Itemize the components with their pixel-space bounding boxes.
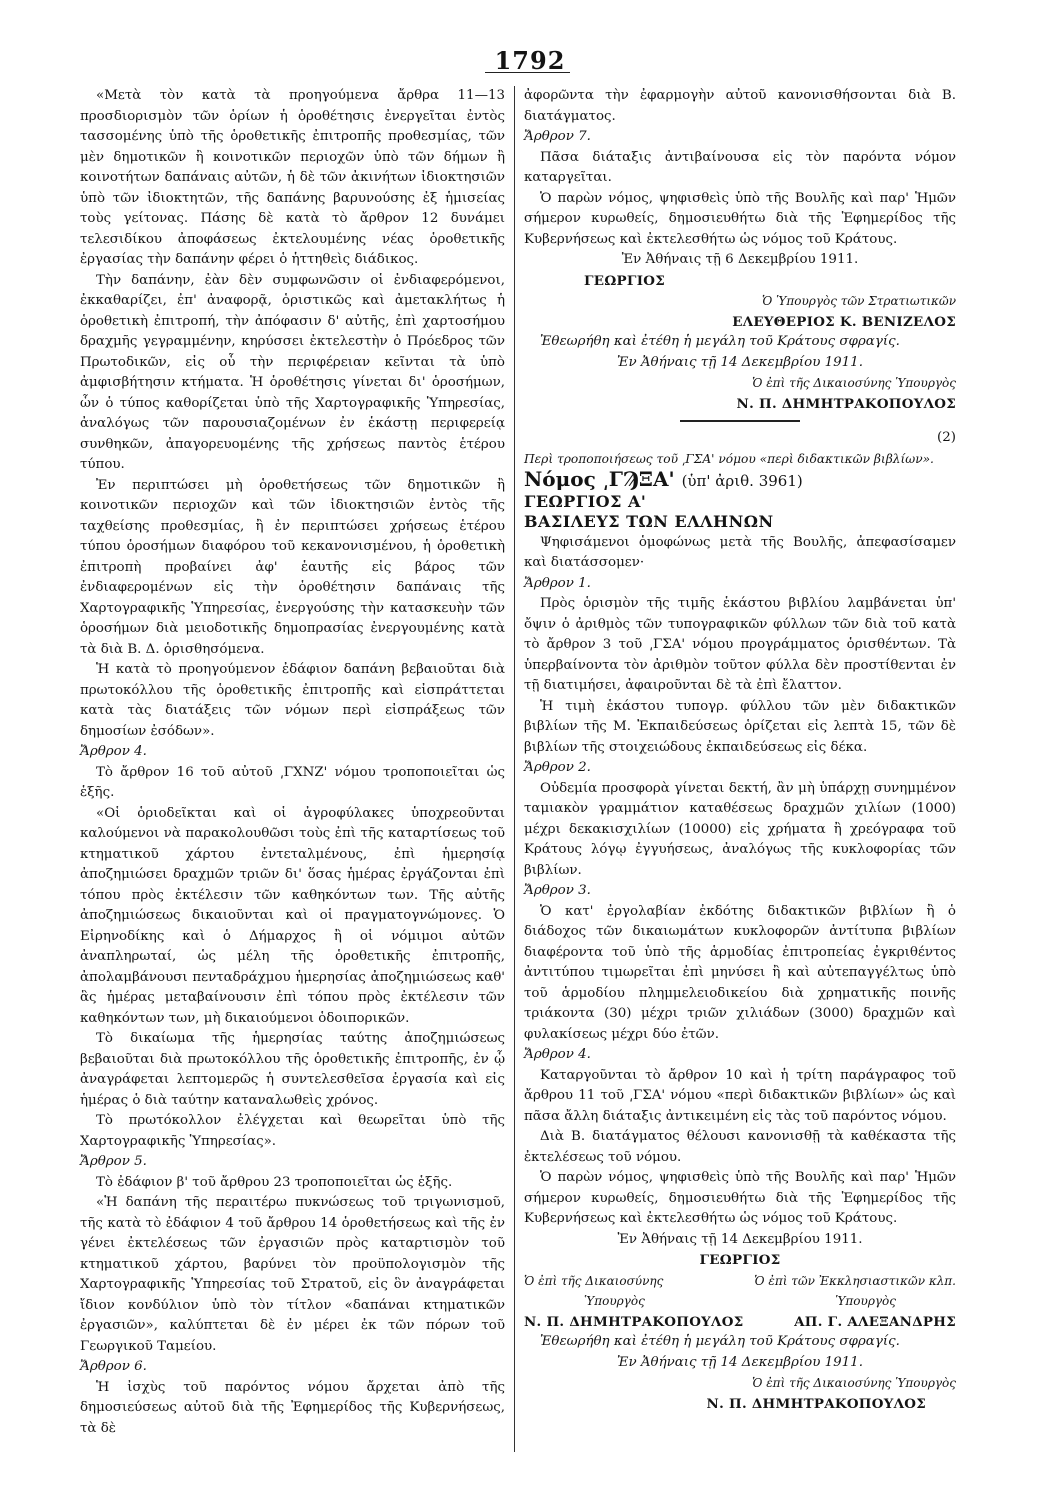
paragraph: Ὁ παρὼν νόμος, ψηφισθεὶς ὑπὸ τῆς Βουλῆς καὶ παρ' Ἡμῶν σήμερον κυρωθείς, δημοσιευθήτω διὰ τῆς Ἐφημερίδος τῆς Κυβερνήσεως καὶ ἐκτελεσθήτω ὡς νόμος τοῦ Κράτους. bbox=[524, 1170, 956, 1226]
paragraph: Πρὸς ὁρισμὸν τῆς τιμῆς ἑκάστου βιβλίου λαμβάνεται ὑπ' ὄψιν ὁ ἀριθμὸς τῶν τυπογραφικῶν φύλλων τῶν διὰ τοῦ κατὰ τὸ ἄρθρον 3 τοῦ ͵ΓΣΑ' νόμου προγράμματος ὁρισθέντων. Τὰ ὑπερβαίνοντα τὸν ἀριθμὸν τοῦτον φύλλα δὲν προστίθενται ἐν τῇ διατιμήσει, ἀφαιροῦνται δὲ τὰ ἐπὶ ἔλαττον. bbox=[524, 596, 956, 693]
preamble: Ψηφισάμενοι ὁμοφώνως μετὰ τῆς Βουλῆς, ἀπεφασίσαμεν καὶ διατάσσομεν· bbox=[524, 534, 956, 570]
minister-name: ΕΛΕΥΘΕΡΙΟΣ Κ. ΒΕΝΙΖΕΛΟΣ bbox=[732, 313, 956, 330]
minister-name: Ν. Π. ΔΗΜΗΤΡΑΚΟΠΟΥΛΟΣ bbox=[706, 1395, 926, 1412]
minister-role: Ὁ ἐπὶ τῆς Δικαιοσύνης Ὑπουργὸς bbox=[752, 376, 956, 390]
date-line: Ἐν Ἀθήναις τῇ 14 Δεκεμβρίου 1911. bbox=[617, 1231, 863, 1247]
date-line: Ἐν Ἀθήναις τῇ 14 Δεκεμβρίου 1911. bbox=[617, 1354, 863, 1370]
date-line: Ἐν Ἀθήναις τῇ 14 Δεκεμβρίου 1911. bbox=[617, 354, 863, 370]
article-heading: Ἄρθρον 2. bbox=[524, 760, 591, 775]
law-number: (ὑπ' ἀριθ. 3961) bbox=[681, 472, 803, 490]
paragraph: Τὴν δαπάνην, ἐὰν δὲν συμφωνῶσιν οἱ ἐνδιαφερόμενοι, ἐκκαθαρίζει, ἐπ' ἀναφορᾷ, ὁριστικῶς καὶ ἀμετακλήτως ἡ ὁροθετικὴ ἐπιτροπή, τὴν ἀπόφασιν δ' αὐτῆς, ἐπὶ χαρτοσήμου δραχμῆς γεγραμμένην, κηρύσσει ἐκτελεστὴν ὁ Πρόεδρος τῶν Πρωτοδικῶν, εἰς οὗ τὴν περιφέρειαν κεῖνται τὰ ὑπὸ ἀμφισβήτησιν κτήματα. Ἡ ὁροθέτησις γίνεται δι' ὁροσήμων, ὧν ὁ τύπος καθορίζεται ὑπὸ τῆς Χαρτογραφικῆς Ὑπηρεσίας, ἀναλόγως τῶν παρουσιαζομένων ἐν ἑκάστῃ περιφερείᾳ συνθηκῶν, ἀπαγορευομένης τῆς χρήσεως παντὸς ἑτέρου τύπου. bbox=[80, 272, 505, 472]
paragraph: Ὁ κατ' ἐργολαβίαν ἐκδότης διδακτικῶν βιβλίων ἢ ὁ διάδοχος τῶν δικαιωμάτων κυκλοφορῶν ἀντίτυπα βιβλίων διαφέροντα τοῦ ὑπὸ τῆς ἁρμοδίας ἐπιτροπείας ἐγκριθέντος ἀντιτύπου τιμωρεῖται ἐπὶ μηνύσει ἢ καὶ αὐτεπαγγέλτως ὑπὸ τοῦ ἁρμοδίου πλημμελειοδικείου διὰ χρηματικῆς ποινῆς τριάκοντα (30) μέχρι τριῶν χιλιάδων (3000) δραχμῶν καὶ φυλακίσεως μέχρι δύο ἐτῶν. bbox=[524, 903, 956, 1042]
minister-role: Ὑπουργὸς bbox=[584, 1294, 645, 1308]
seal-note: Ἐθεωρήθη καὶ ἐτέθη ἡ μεγάλη τοῦ Κράτους σφραγίς. bbox=[540, 334, 900, 349]
law-subject: Περὶ τροποποιήσεως τοῦ ͵ΓΣΑ' νόμου «περὶ διδακτικῶν βιβλίων». bbox=[524, 451, 934, 466]
paragraph: Διὰ Β. διατάγματος θέλουσι κανονισθῇ τὰ καθέκαστα τῆς ἐκτελέσεως τοῦ νόμου. bbox=[524, 1129, 956, 1165]
article-heading: Ἄρθρον 7. bbox=[524, 129, 591, 144]
paragraph: Ἡ τιμὴ ἑκάστου τυπογρ. φύλλου τῶν μὲν διδακτικῶν βιβλίων τῆς Μ. Ἐκπαιδεύσεως ὁρίζεται εἰς λεπτὰ 15, τῶν δὲ βιβλίων τῆς στοιχειώδους ἐκπαιδεύσεως εἰς δέκα. bbox=[524, 698, 956, 755]
minister-role: Ὁ ἐπὶ τῆς Δικαιοσύνης bbox=[524, 1273, 664, 1288]
minister-names-row bbox=[524, 1312, 956, 1333]
article-heading: Ἄρθρον 4. bbox=[80, 744, 147, 759]
minister-name: Ν. Π. ΔΗΜΗΤΡΑΚΟΠΟΥΛΟΣ bbox=[736, 395, 956, 412]
minister-roles-row bbox=[524, 1291, 956, 1312]
paragraph: Οὐδεμία προσφορὰ γίνεται δεκτή, ἂν μὴ ὑπάρχῃ συνημμένον ταμιακὸν γραμμάτιον καταθέσεως δραχμῶν χιλίων (1000) μέχρι δεκακισχιλίων (10000) εἰς χρήματα ἢ χρεόγραφα τοῦ Κράτους λόγῳ ἐγγυήσεως, ἀναλόγως τῆς κυκλοφορίας τῶν βιβλίων. bbox=[524, 780, 956, 878]
minister-name: Ν. Π. ΔΗΜΗΤΡΑΚΟΠΟΥΛΟΣ bbox=[524, 1313, 744, 1330]
law-title bbox=[524, 469, 956, 492]
page-number-underline bbox=[485, 72, 570, 73]
paragraph: Τὸ πρωτόκολλον ἐλέγχεται καὶ θεωρεῖται ὑπὸ τῆς Χαρτογραφικῆς Ὑπηρεσίας». bbox=[80, 1113, 505, 1149]
paragraph: «Οἱ ὁριοδεῖκται καὶ οἱ ἀγροφύλακες ὑποχρεοῦνται καλούμενοι νὰ παρακολουθῶσι τοὺς ἐπὶ τῆς καταρτίσεως τοῦ κτηματικοῦ χάρτου ἐντεταλμένους, ἐπὶ ἡμερησίᾳ ἀποζημιώσει δραχμῶν τριῶν δι' ὅσας ἡμέρας ἐργάζονται ἐπὶ τόπου πρὸς ἐκτέλεσιν τῶν καθηκόντων των. Τῆς αὐτῆς ἀποζημιώσεως δικαιοῦνται καὶ οἱ πραγματογνώμονες. Ὁ Εἰρηνοδίκης καὶ ὁ Δήμαρχος ἢ οἱ νόμιμοι αὐτῶν ἀναπληρωταί, ὡς μέλη τῆς ὁροθετικῆς ἐπιτροπῆς, ἀπολαμβάνουσι πενταδράχμου ἡμερησίας ἀποζημιώσεως καθ' ἃς ἡμέρας μεταβαίνουσιν ἐπὶ τόπου πρὸς ἐκτέλεσιν τῶν καθηκόντων των, μὴ δικαιούμενοι ὁδοιπορικῶν. bbox=[80, 805, 505, 1026]
paragraph: Ἡ κατὰ τὸ προηγούμενον ἐδάφιον δαπάνη βεβαιοῦται διὰ πρωτοκόλλου τῆς ὁροθετικῆς ἐπιτροπῆς καὶ εἰσπράττεται κατὰ τὰς διατάξεις τῶν νόμων περὶ εἰσπράξεως τῶν δημοσίων ἐσόδων». bbox=[80, 662, 505, 739]
column-divider bbox=[514, 86, 515, 1452]
left-column bbox=[80, 86, 505, 1439]
page-number: 1792 bbox=[494, 46, 566, 75]
section-rule bbox=[680, 420, 800, 422]
paragraph: «Μετὰ τὸν κατὰ τὰ προηγούμενα ἄρθρα 11—13 προσδιορισμὸν τῶν ὁρίων ἡ ὁροθέτησις ἐνεργεῖται ἐντὸς τασσομένης ὑπὸ τῆς ὁροθετικῆς ἐπιτροπῆς προθεσμίας, τῶν μὲν δημοτικῶν ἢ κοινοτικῶν περιοχῶν ὑπὸ τῶν δήμων ἢ κοινοτήτων δαπάναις αὐτῶν, ἡ δὲ τῶν ἀκινήτων ἰδιοκτησιῶν ὑπὸ τῶν ἰδιοκτητῶν, τῆς δαπάνης βαρυνούσης ἐξ ἡμισείας τοὺς γείτονας. Πάσης δὲ κατὰ τὸ ἄρθρον 12 δυνάμει τελεσιδίκου ἀποφάσεως ἐκτελουμένης νέας ὁροθετικῆς ἐργασίας τὴν δαπάνην φέρει ὁ ἡττηθεὶς διάδικος. bbox=[80, 88, 505, 267]
article-heading: Ἄρθρον 3. bbox=[524, 883, 591, 898]
king-heading: ΓΕΩΡΓΙΟΣ Α' bbox=[524, 491, 647, 511]
minister-role: Ὁ Ὑπουργὸς τῶν Στρατιωτικῶν bbox=[762, 294, 956, 308]
paragraph: Πᾶσα διάταξις ἀντιβαίνουσα εἰς τὸν παρόντα νόμον καταργεῖται. bbox=[524, 149, 956, 185]
law-sequence-number: (2) bbox=[937, 430, 956, 445]
minister-role: Ὑπουργὸς bbox=[835, 1294, 896, 1308]
minister-role: Ὁ ἐπὶ τῶν Ἐκκλησιαστικῶν κλπ. bbox=[754, 1273, 956, 1288]
seal-note: Ἐθεωρήθη καὶ ἐτέθη ἡ μεγάλη τοῦ Κράτους σφραγίς. bbox=[540, 1334, 900, 1349]
minister-role: Ὁ ἐπὶ τῆς Δικαιοσύνης Ὑπουργὸς bbox=[752, 1376, 956, 1390]
article-heading: Ἄρθρον 1. bbox=[524, 575, 591, 591]
article-heading: Ἄρθρον 5. bbox=[80, 1154, 147, 1169]
paragraph: Ἐν περιπτώσει μὴ ὁροθετήσεως τῶν δημοτικῶν ἢ κοινοτικῶν περιοχῶν καὶ τῶν ἰδιοκτησιῶν ἐντὸς τῆς ταχθείσης προθεσμίας, ἢ ἐν περιπτώσει χρήσεως ἑτέρου τύπου ὁροσήμων διαφόρου τοῦ κεκανονισμένου, ἡ ὁροθετικὴ ἐπιτροπὴ προβαίνει ἀφ' ἑαυτῆς εἰς βάρος τῶν ἐνδιαφερομένων εἰς τὴν ὁροθέτησιν δαπάναις τῆς Χαρτογραφικῆς Ὑπηρεσίας, ἐνεργούσης τὴν κατασκευὴν τῶν ὁροσήμων διὰ μειοδοτικῆς δημοπρασίας ἐνεργουμένης κατὰ τὰ διὰ Β. Δ. ὁρισθησόμενα. bbox=[80, 477, 505, 657]
king-title: ΒΑΣΙΛΕΥΣ ΤΩΝ ΕΛΛΗΝΩΝ bbox=[524, 512, 774, 531]
paragraph: Τὸ ἄρθρον 16 τοῦ αὐτοῦ ͵ΓΧΝΖ' νόμου τροποποιεῖται ὡς ἑξῆς. bbox=[80, 764, 505, 800]
law-title-text: Νόμος ͵ΓϠΞΑ' bbox=[524, 467, 675, 491]
paragraph: Ὁ παρὼν νόμος, ψηφισθεὶς ὑπὸ τῆς Βουλῆς καὶ παρ' Ἡμῶν σήμερον κυρωθείς, δημοσιευθήτω διὰ τῆς Ἐφημερίδος τῆς Κυβερνήσεως καὶ ἐκτελεσθήτω ὡς νόμος τοῦ Κράτους. bbox=[524, 190, 956, 247]
article-heading: Ἄρθρον 6. bbox=[80, 1359, 147, 1374]
paragraph: ἀφορῶντα τὴν ἐφαρμογὴν αὐτοῦ κανονισθήσονται διὰ Β. διατάγματος. bbox=[524, 88, 956, 124]
king-signature: ΓΕΩΡΓΙΟΣ bbox=[699, 1252, 781, 1268]
right-column bbox=[524, 86, 956, 1414]
date-line: Ἐν Ἀθήναις τῇ 6 Δεκεμβρίου 1911. bbox=[621, 252, 859, 267]
paragraph: Καταργοῦνται τὸ ἄρθρον 10 καὶ ἡ τρίτη παράγραφος τοῦ ἄρθρου 11 τοῦ ͵ΓΣΑ' νόμου «περὶ διδακτικῶν βιβλίων» ὡς καὶ πᾶσα ἄλλη διάταξις ἀντικειμένη εἰς τὰς τοῦ παρόντος νόμου. bbox=[524, 1067, 956, 1124]
minister-name: ΑΠ. Γ. ΑΛΕΞΑΝΔΡΗΣ bbox=[794, 1313, 956, 1330]
article-heading: Ἄρθρον 4. bbox=[524, 1047, 591, 1062]
paragraph: «Ἡ δαπάνη τῆς περαιτέρω πυκνώσεως τοῦ τριγωνισμοῦ, τῆς κατὰ τὸ ἐδάφιον 4 τοῦ ἄρθρου 14 ὁροθετήσεως καὶ τῆς ἐν γένει ἐκτελέσεως τῶν ἐργασιῶν πρὸς καταρτισμὸν τοῦ κτηματικοῦ χάρτου, βαρύνει τὸν προϋπολογισμὸν τῆς Χαρτογραφικῆς Ὑπηρεσίας τοῦ Στρατοῦ, εἰς ὃν ἀναγράφεται ἴδιον κονδύλιον ὑπὸ τὸν τίτλον «δαπάναι κτηματικῶν ἐργασιῶν», καλύπτεται δὲ ἐν μέρει ἐκ τῶν πόρων τοῦ Γεωργικοῦ Ταμείου. bbox=[80, 1195, 505, 1354]
king-signature: ΓΕΩΡΓΙΟΣ bbox=[584, 272, 666, 289]
minister-roles-row bbox=[524, 1271, 956, 1292]
paragraph: Τὸ δικαίωμα τῆς ἡμερησίας ταύτης ἀποζημιώσεως βεβαιοῦται διὰ πρωτοκόλλου τῆς ὁροθετικῆς ἐπιτροπῆς, ἐν ᾧ ἀναγράφεται λεπτομερῶς ἡ συντελεσθεῖσα ἐργασία καὶ εἰς ἡμέρας ὁ διὰ ταύτην καταναλωθεὶς χρόνος. bbox=[80, 1031, 505, 1108]
paragraph: Ἡ ἰσχὺς τοῦ παρόντος νόμου ἄρχεται ἀπὸ τῆς δημοσιεύσεως αὐτοῦ διὰ τῆς Ἐφημερίδος τῆς Κυβερνήσεως, τὰ δὲ bbox=[80, 1379, 505, 1436]
paragraph: Τὸ ἐδάφιον β' τοῦ ἄρθρου 23 τροποποιεῖται ὡς ἑξῆς. bbox=[96, 1174, 453, 1190]
